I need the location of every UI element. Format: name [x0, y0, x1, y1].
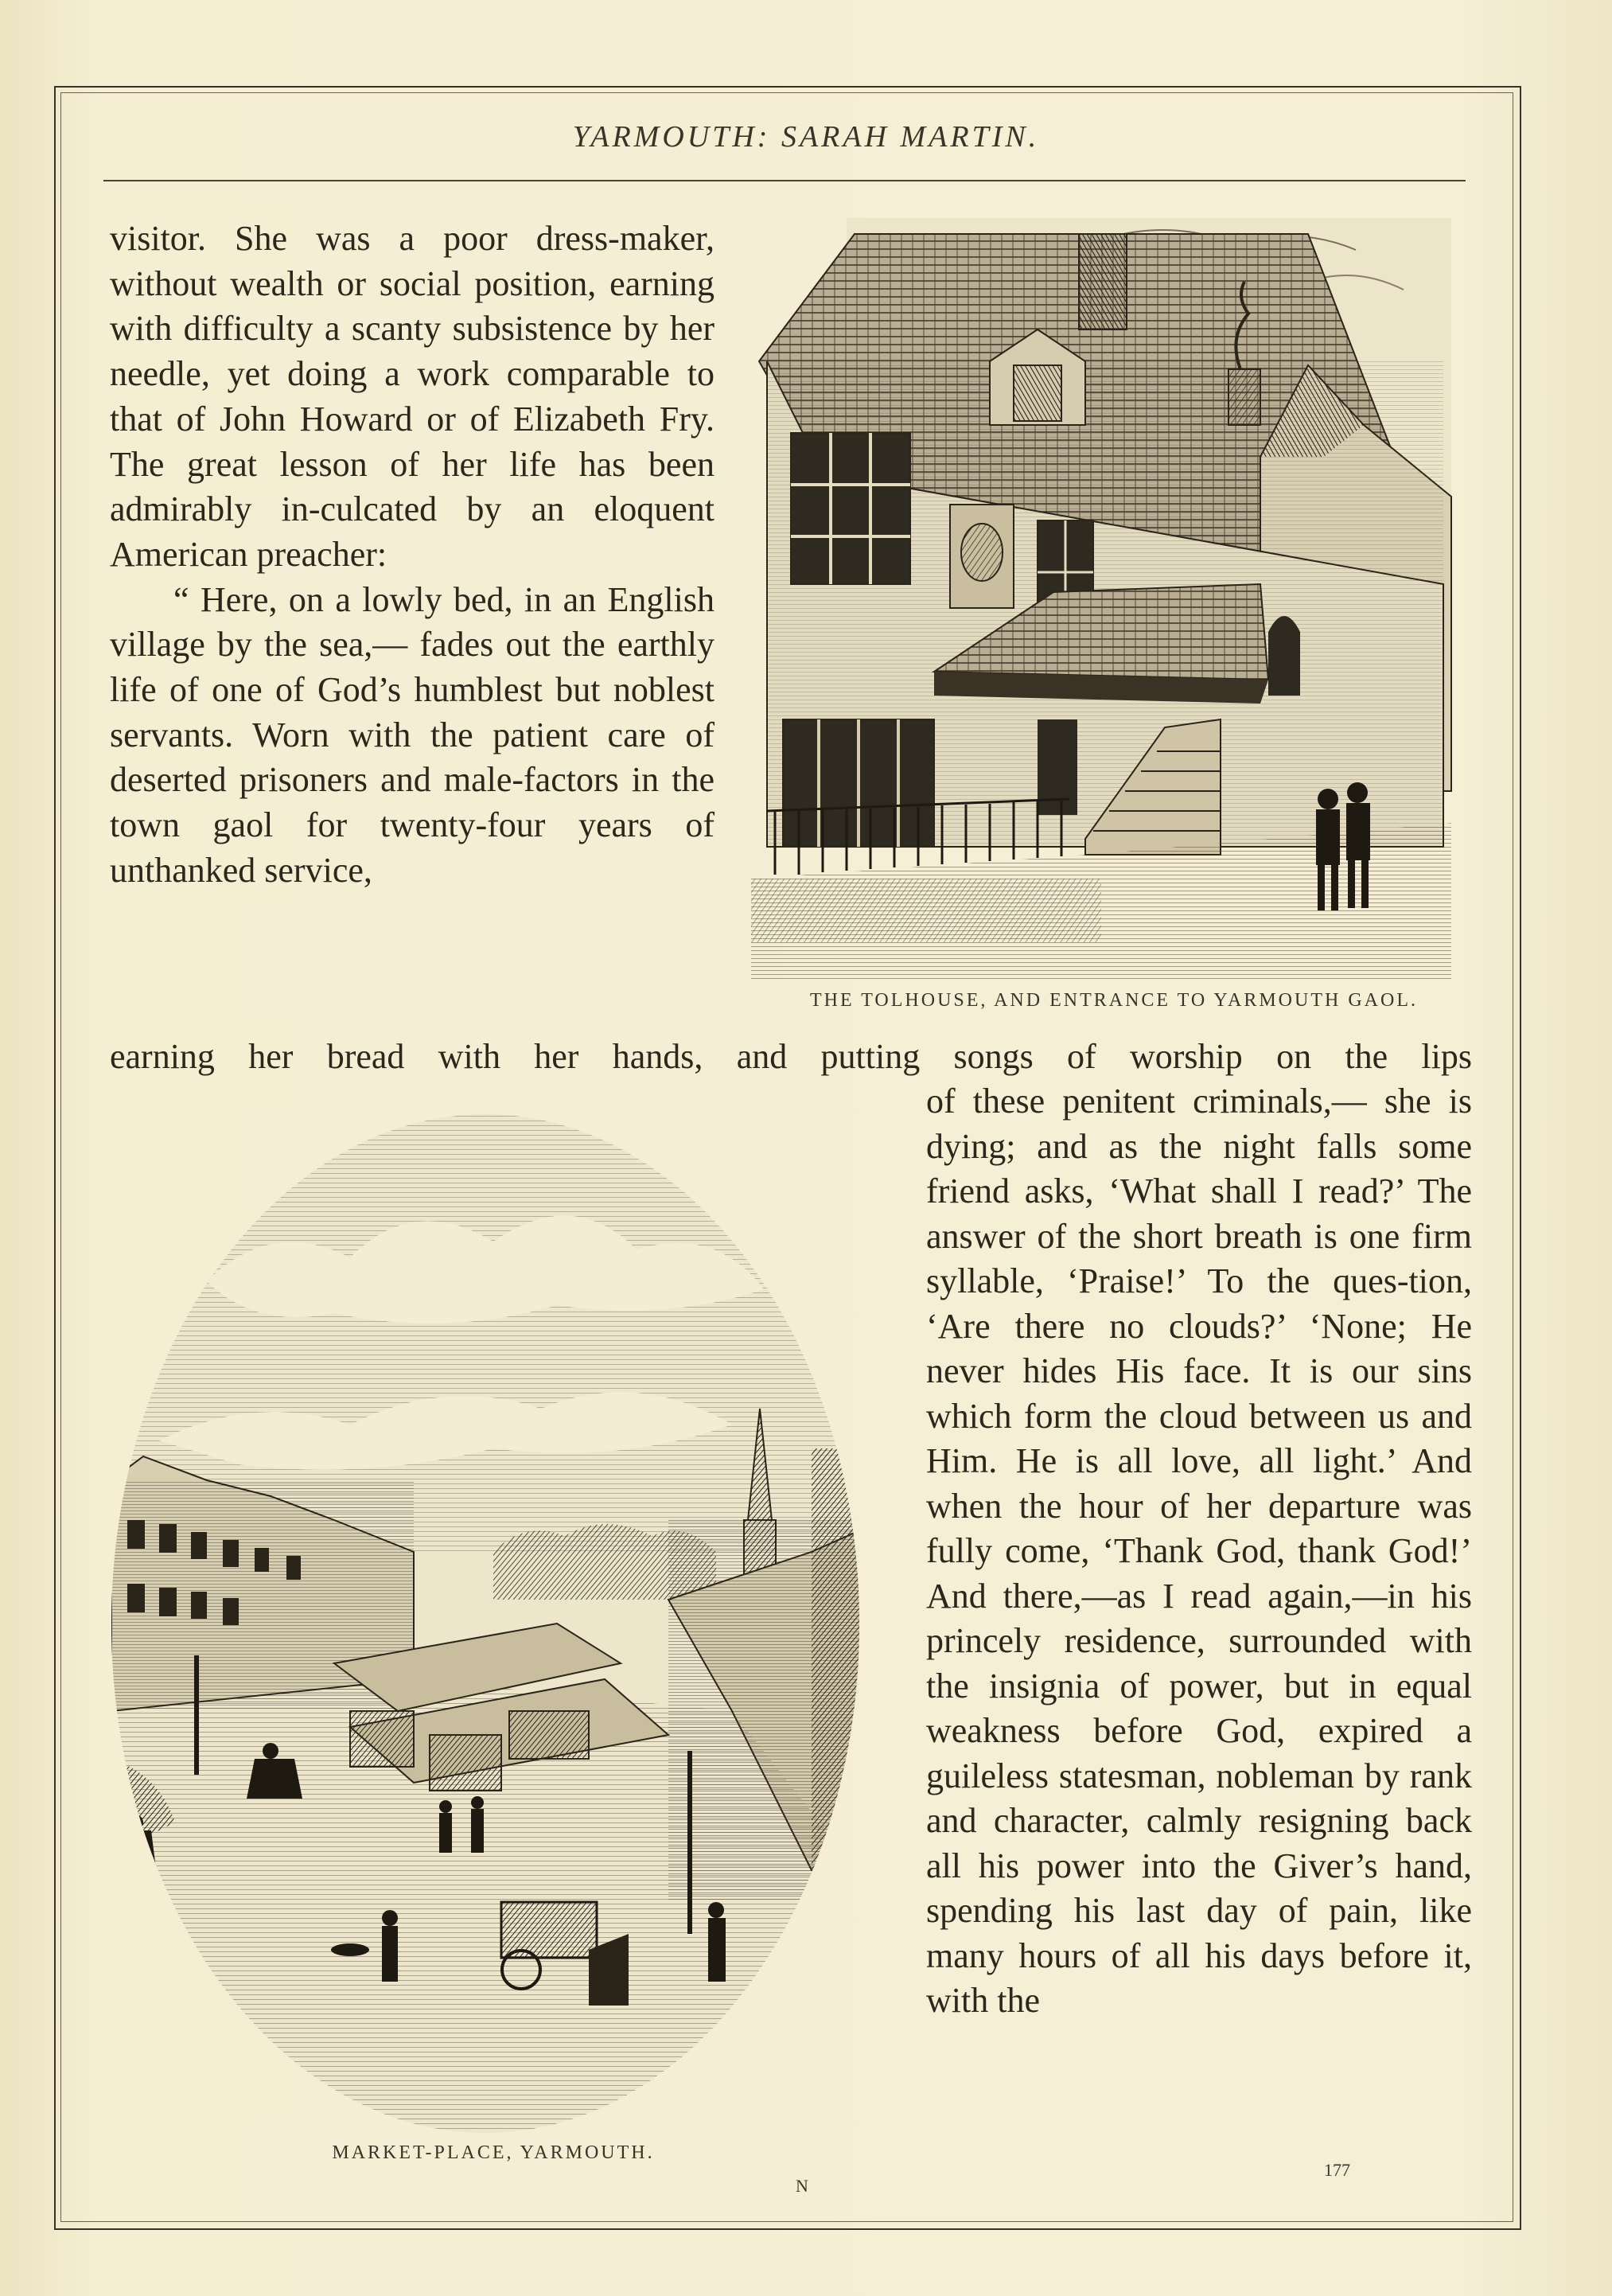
- market-place-caption: MARKET-PLACE, YARMOUTH.: [332, 2142, 655, 2163]
- page-number: 177: [1324, 2160, 1350, 2180]
- left-column-text: [110, 216, 714, 894]
- paragraph-2: “ Here, on a lowly bed, in an English village by the sea,— fades out the earthly life of one of God’s humblest but noblest servants. Worn with the patient care of deserted prisoners and male-factors in the town gaol for twenty-four years of unthanked service,: [110, 579, 714, 890]
- market-place-engraving: [111, 1106, 883, 2133]
- tolhouse-caption: THE TOLHOUSE, AND ENTRANCE TO YARMOUTH GAOL.: [809, 990, 1418, 1011]
- paragraph-1: visitor. She was a poor dress-maker, without wealth or social position, earning with difficulty a scanty subsistence by her needle, yet doing a work comparable to that of John Howard or of Elizabeth Fry. The great lesson of her life has been admirably in-culcated by an eloquent American preacher:: [110, 219, 714, 574]
- running-title: YARMOUTH: SARAH MARTIN.: [572, 120, 1040, 154]
- tolhouse-engraving: [751, 218, 1467, 982]
- right-column-text: [926, 1079, 1472, 2024]
- signature-mark: N: [796, 2176, 808, 2196]
- paragraph-3: of these penitent criminals,— she is dying; and as the night falls some friend asks, ‘What shall I read?’ The answer of the short breath is one firm syllable, ‘Praise!’ To the ques-tion, ‘Are there no clouds?’ ‘None; He never hides His face. It is our sins which form the cloud between us and Him. He is all love, all light.’ And when the hour of her departure was fully come, ‘Thank God, thank God!’ And there,—as I read again,—in his princely residence, surrounded with the insignia of power, but in equal weakness before God, expired a guileless statesman, nobleman by rank and character, calmly resigning back all his power into the Giver’s hand, spending his last day of pain, like many hours of all his days before it, with the: [926, 1082, 1472, 2020]
- header-rule: [103, 180, 1466, 181]
- full-width-line: earning her bread with her hands, and putting songs of worship on the lips: [110, 1037, 1472, 1076]
